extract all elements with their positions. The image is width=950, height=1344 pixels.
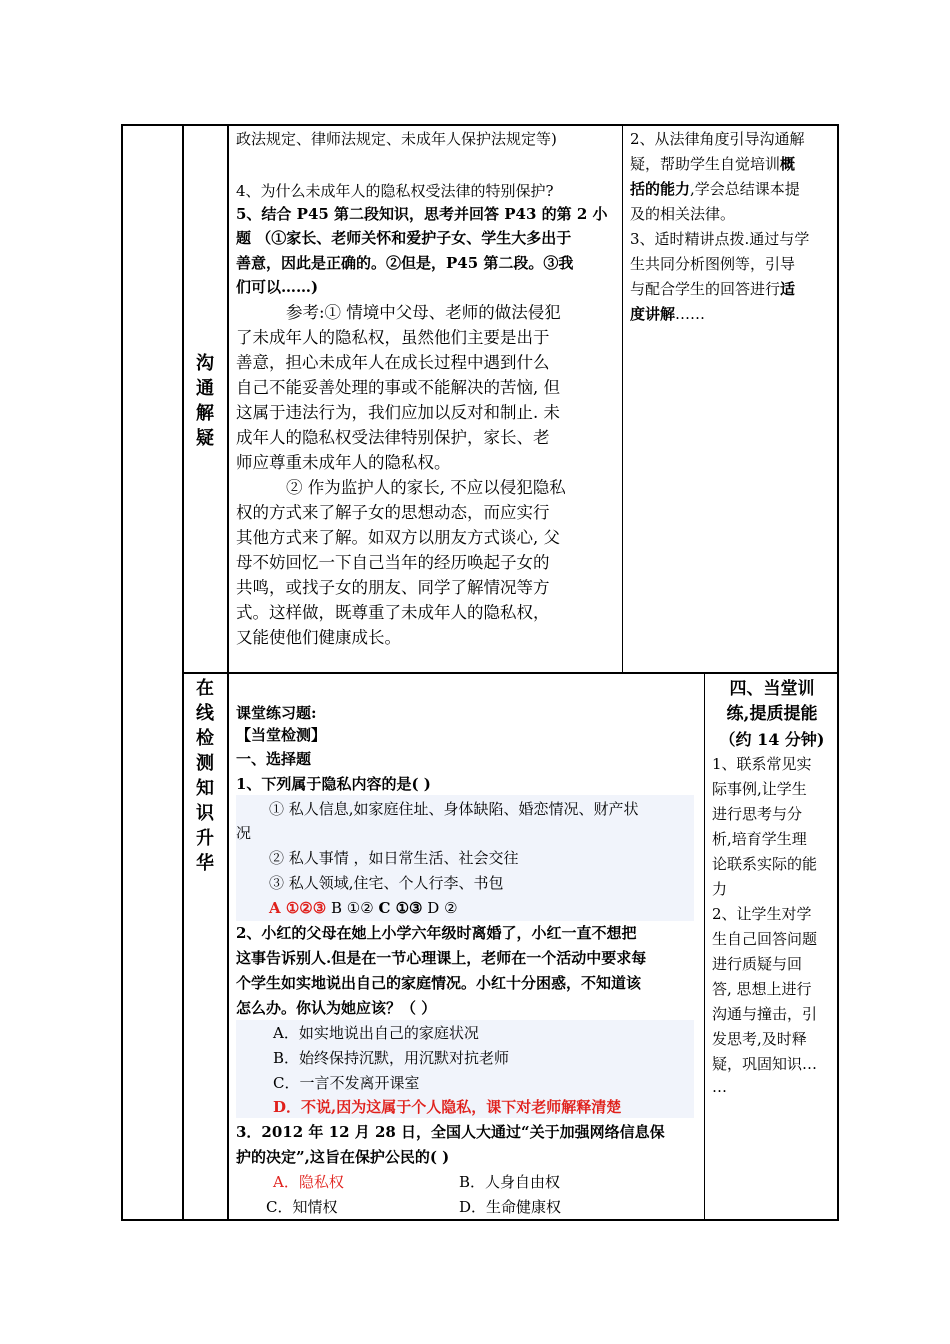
q2-stem: 怎么办。你认为她应该？（ ） — [236, 999, 437, 1017]
side-note-line: 论联系实际的能 — [712, 855, 818, 873]
q2-option-b: B．始终保持沉默，用沉默对抗老师 — [273, 1049, 510, 1067]
note-line: 度讲解…… — [630, 305, 706, 323]
side-note-line: 沟通与撞击，引 — [712, 1005, 818, 1023]
table-border-left — [121, 124, 123, 1221]
reference-line: 善意，担心未成年人在成长过程中遇到什么 — [236, 353, 550, 372]
q3-option-d: D．生命健康权 — [459, 1198, 562, 1216]
q2-option-d-correct: D．不说,因为这属于个人隐私，课下对老师解释清楚 — [273, 1098, 622, 1116]
reference-line: 这属于违法行为，我们应加以反对和制止. 未 — [236, 403, 560, 422]
note-line: 疑，帮助学生自觉培训概 — [630, 155, 796, 173]
reference-line: 权的方式来了解子女的思想动态，而应实行 — [236, 503, 550, 522]
question-5-line3: 善意，因此是正确的。②但是，P45 第二段。③我 — [236, 254, 574, 272]
q1-stem: 1、下列属于隐私内容的是( ) — [236, 775, 431, 793]
section-label-communication: 沟通解疑 — [196, 353, 214, 449]
q2-stem: 这事告诉别人.但是在一节心理课上，老师在一个活动中要求每 — [236, 949, 647, 967]
q3-option-b: B．人身自由权 — [459, 1173, 561, 1191]
q3-stem: 护的决定”,这旨在保护公民的( ) — [236, 1148, 450, 1166]
question-5-line2: 题 （①家长、老师关怀和爱护子女、学生大多出于 — [236, 229, 572, 247]
reference-line: 又能使他们健康成长。 — [236, 628, 401, 647]
question-5-line4: 们可以……) — [236, 278, 319, 296]
side-note-line: 际事例,让学生 — [712, 780, 807, 798]
note-line: 及的相关法律。 — [630, 205, 736, 223]
q1-answers: A ①②③ B ①② C ①③ D ② — [269, 899, 458, 917]
q1-option: ② 私人事情 ，如日常生活、社会交往 — [269, 849, 519, 867]
note-line: 生共同分析图例等，引导 — [630, 255, 796, 273]
reference-line: 成年人的隐私权受法律特别保护，家长、老 — [236, 428, 550, 447]
q1-option: 况 — [236, 824, 252, 842]
col-divider-1 — [182, 124, 184, 1221]
reference-line: 师应尊重未成年人的隐私权。 — [236, 453, 451, 472]
note-line: 2、从法律角度引导沟通解 — [630, 130, 805, 148]
side-title: （约 14 分钟) — [719, 730, 825, 749]
reference-line: 式。这样做，既尊重了未成年人的隐私权， — [236, 603, 550, 622]
q3-stem: 3．2012 年 12 月 28 日，全国人大通过“关于加强网络信息保 — [236, 1123, 665, 1141]
reference-line: 其他方式来了解。如双方以朋友方式谈心, 父 — [236, 528, 560, 547]
q2-option-c: C．一言不发离开课室 — [273, 1074, 420, 1092]
col-divider-3-top — [622, 124, 623, 673]
side-note-line: 析,培育学生理 — [712, 830, 807, 848]
note-line: 3、适时精讲点拨.通过与学 — [630, 230, 810, 248]
side-note-line: 1、联系常见实 — [712, 755, 812, 773]
exercise-title: 课堂练习题: — [236, 704, 317, 722]
row-divider — [183, 672, 838, 674]
reference-line: 自己不能妥善处理的事或不能解决的苦恼, 但 — [236, 378, 560, 397]
side-note-line: 进行质疑与回 — [712, 955, 803, 973]
side-note-line: 答, 思想上进行 — [712, 980, 812, 998]
side-note-line: 进行思考与分 — [712, 805, 803, 823]
q2-option-a: A．如实地说出自己的家庭状况 — [273, 1024, 479, 1042]
q3-option-c: C．知情权 — [266, 1198, 338, 1216]
side-note-line: 发思考,及时释 — [712, 1030, 807, 1048]
side-note-line: 力 — [712, 880, 728, 898]
side-note-line: … — [712, 1078, 727, 1096]
reference-line: 参考:① 情境中父母、老师的做法侵犯 — [286, 303, 561, 322]
q3-option-a-correct: A．隐私权 — [273, 1173, 344, 1191]
q1-option: ① 私人信息,如家庭住址、身体缺陷、婚恋情况、财产状 — [269, 800, 639, 818]
side-note-line: 疑，巩固知识… — [712, 1055, 818, 1073]
side-note-line: 2、让学生对学 — [712, 905, 812, 923]
section-label-online-test: 在线检测知识升华 — [196, 678, 214, 874]
q2-stem: 2、小红的父母在她上小学六年级时离婚了，小红一直不想把 — [236, 924, 637, 942]
reference-line: 母不妨回忆一下自己当年的经历唤起子女的 — [236, 553, 550, 572]
col-divider-2 — [227, 124, 229, 1221]
reference-line: 共鸣，或找子女的朋友、同学了解情况等方 — [236, 578, 550, 597]
col-divider-3-bottom — [704, 672, 705, 1221]
reference-line: ② 作为监护人的家长, 不应以侵犯隐私 — [286, 478, 566, 497]
note-line: 括的能力,学会总结课本提 — [630, 180, 800, 198]
question-4: 4、为什么未成年人的隐私权受法律的特别保护? — [236, 182, 554, 200]
reference-line: 了未成年人的隐私权，虽然他们主要是出于 — [236, 328, 550, 347]
line-law-list: 政法规定、律师法规定、未成年人保护法规定等) — [236, 130, 557, 148]
q2-stem: 个学生如实地说出自己的家庭情况。小红十分困惑，不知道该 — [236, 974, 642, 992]
note-line: 与配合学生的回答进行适 — [630, 280, 796, 298]
question-5-line1: 5、结合 P45 第二段知识，思考并回答 P43 的第 2 小 — [236, 205, 608, 223]
q1-answer-correct: A ①②③ — [269, 899, 327, 917]
side-note-line: 生自己回答问题 — [712, 930, 818, 948]
part-heading: 一、选择题 — [236, 750, 312, 768]
exercise-subtitle: 【当堂检测】 — [236, 726, 327, 744]
table-border-right — [837, 124, 839, 1221]
q1-option: ③ 私人领域,住宅、个人行李、书包 — [269, 874, 504, 892]
side-title: 四、当堂训 — [729, 679, 815, 699]
side-title: 练,提质提能 — [726, 704, 818, 724]
